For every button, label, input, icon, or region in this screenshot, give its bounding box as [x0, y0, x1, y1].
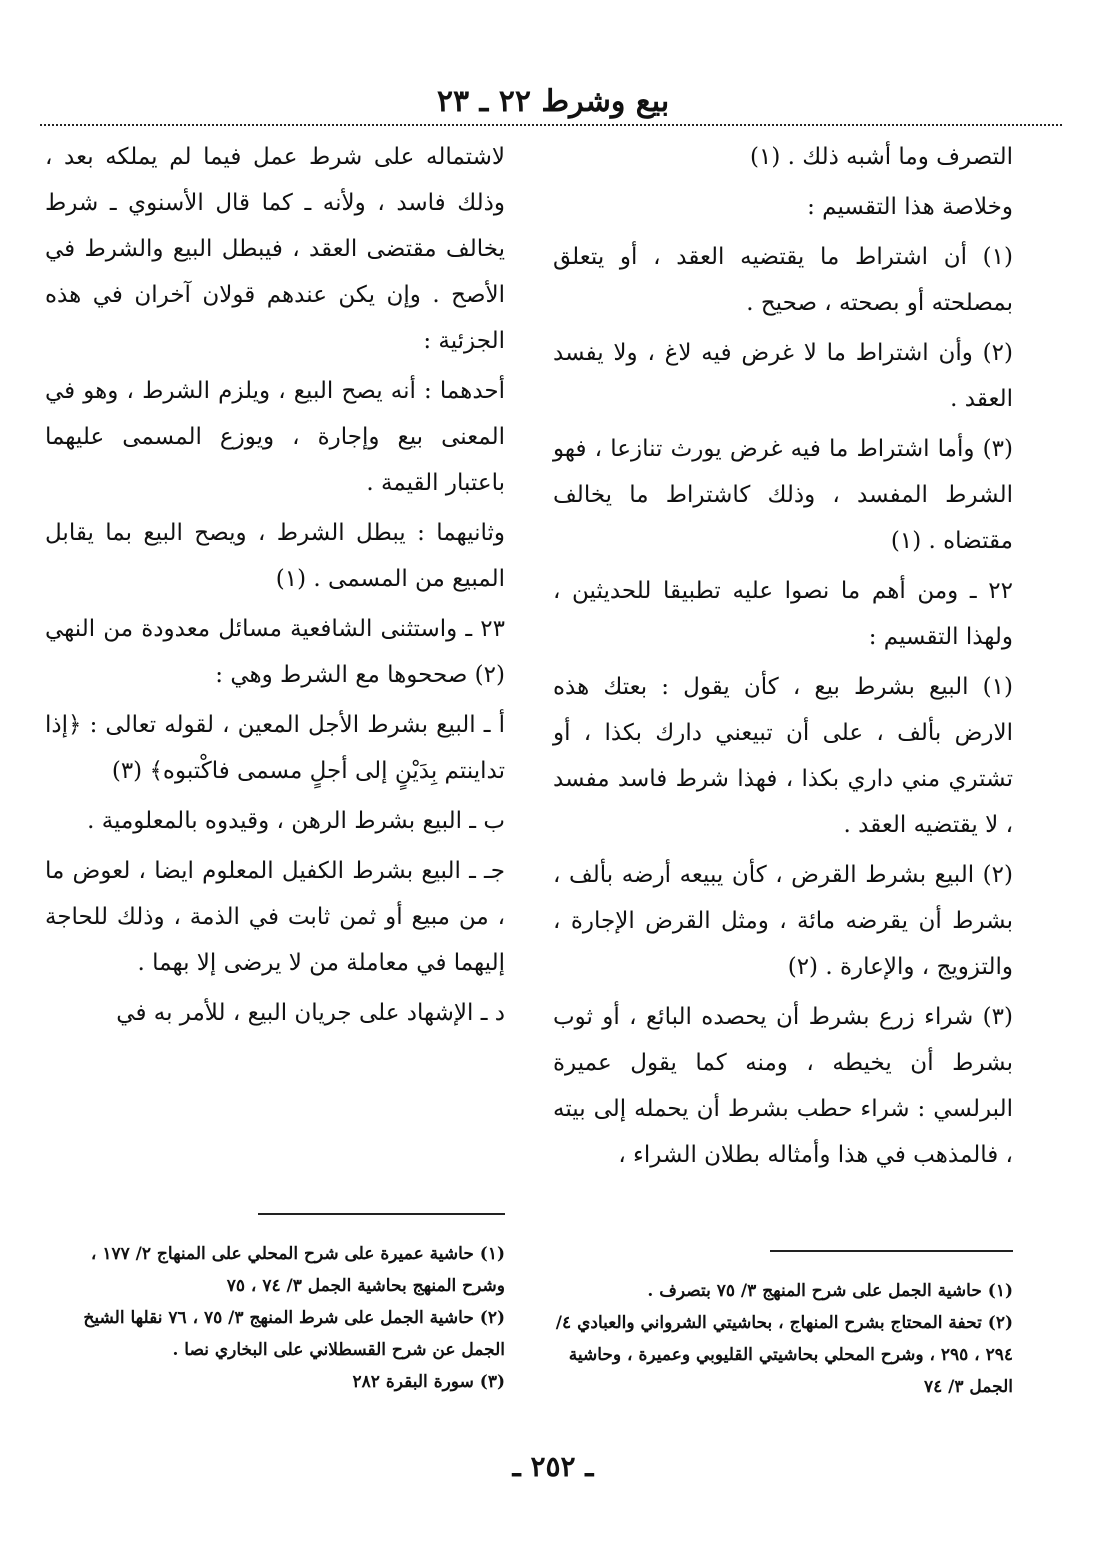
paragraph: (١) البيع بشرط بيع ، كأن يقول : بعتك هذه الارض بألف ، على أن تبيعني دارك بكذا ، أو تشتري مني داري بكذا ، فهذا شرط فاسد مفسد ، لا يقتضيه العقد . [553, 674, 1013, 838]
footnote-separator-right [770, 1250, 1013, 1252]
paragraph: وخلاصة هذا التقسيم : [807, 194, 1013, 220]
paragraph: د ـ الإشهاد على جريان البيع ، للأمر به في [116, 1000, 505, 1026]
paragraph: أحدهما : أنه يصح البيع ، ويلزم الشرط ، وهو في المعنى بيع وإجارة ، ويوزع المسمى عليهما باعتبار القيمة . [45, 378, 505, 496]
footnote: (١) حاشية عميرة على شرح المحلي على المنهاج ٢/ ١٧٧ ، وشرح المنهج بحاشية الجمل ٣/ ٧٤ ، ٧٥ [90, 1244, 505, 1296]
paragraph: (١) أن اشتراط ما يقتضيه العقد ، أو يتعلق بمصلحته أو بصحته ، صحيح . [553, 244, 1013, 316]
footnote: (٣) سورة البقرة ٢٨٢ [352, 1372, 505, 1392]
paragraph: (٢) وأن اشتراط ما لا غرض فيه لاغ ، ولا يفسد العقد . [553, 340, 1013, 412]
paragraph: التصرف وما أشبه ذلك . (١) [749, 144, 1013, 170]
paragraph: لاشتماله على شرط عمل فيما لم يملكه بعد ، وذلك فاسد ، ولأنه ـ كما قال الأسنوي ـ شرط يخالف مقتضى العقد ، فيبطل البيع والشرط في الأصح . وإن يكن عندهم قولان آخران في هذه الجزئية : [45, 144, 506, 354]
paragraph: ب ـ البيع بشرط الرهن ، وقيدوه بالمعلومية . [87, 808, 505, 834]
page-number: ـ ٢٥٢ ـ [512, 1450, 594, 1483]
left-text-column [45, 134, 505, 1040]
right-text-column [553, 134, 1013, 1182]
paragraph: (٣) شراء زرع بشرط أن يحصده البائع ، أو ثوب بشرط أن يخيطه ، ومنه كما يقول عميرة البرلسي : شراء حطب بشرط أن يحمله إلى بيته ، فالمذهب في هذا وأمثاله بطلان الشراء ، [553, 1004, 1013, 1168]
section-22-heading-paragraph: ٢٢ ـ ومن أهم ما نصوا عليه تطبيقا للحديثين ، ولهذا التقسيم : [553, 578, 1013, 650]
paragraph: (٣) وأما اشتراط ما فيه غرض يورث تنازعا ، فهو الشرط المفسد ، وذلك كاشتراط ما يخالف مقتضاه . (١) [553, 436, 1013, 554]
paragraph: جـ ـ البيع بشرط الكفيل المعلوم ايضا ، لعوض ما ، من مبيع أو ثمن ثابت في الذمة ، وذلك للحاجة إليهما في معاملة من لا يرضى إلا بهما . [45, 858, 505, 976]
footnotes-right [553, 1275, 1013, 1403]
footnote: (٢) تحفة المحتاج بشرح المنهاج ، بحاشيتي الشرواني والعبادي ٤/ ٢٩٤ ، ٢٩٥ ، وشرح المحلي بحاشيتي القليوبي وعميرة ، وحاشية الجمل ٣/ ٧٤ [555, 1313, 1013, 1397]
paragraph: أ ـ البيع بشرط الأجل المعين ، لقوله تعالى : ﴿إذا تداينتم بِدَيْنٍ إلى أجلٍ مسمى فاكْتبوه﴾ (٣) [45, 712, 505, 784]
paragraph: (٢) البيع بشرط القرض ، كأن يبيعه أرضه بألف ، بشرط أن يقرضه مائة ، ومثل القرض الإجارة ، والتزويج ، والإعارة . (٢) [553, 862, 1013, 980]
running-header: بيع وشرط ٢٢ ـ ٢٣ [436, 84, 670, 119]
footnote-separator-left [258, 1213, 505, 1215]
footnote: (١) حاشية الجمل على شرح المنهج ٣/ ٧٥ بتصرف . [647, 1281, 1013, 1301]
header-dotted-rule [40, 124, 1062, 126]
footnote: (٢) حاشية الجمل على شرط المنهج ٣/ ٧٥ ، ٧٦ نقلها الشيخ الجمل عن شرح القسطلاني على البخاري نصا . [83, 1308, 505, 1360]
footnotes-left [45, 1238, 505, 1398]
paragraph: وثانيهما : يبطل الشرط ، ويصح البيع بما يقابل المبيع من المسمى . (١) [45, 520, 505, 592]
section-23-heading-paragraph: ٢٣ ـ واستثنى الشافعية مسائل معدودة من النهي (٢) صححوها مع الشرط وهي : [45, 616, 505, 688]
